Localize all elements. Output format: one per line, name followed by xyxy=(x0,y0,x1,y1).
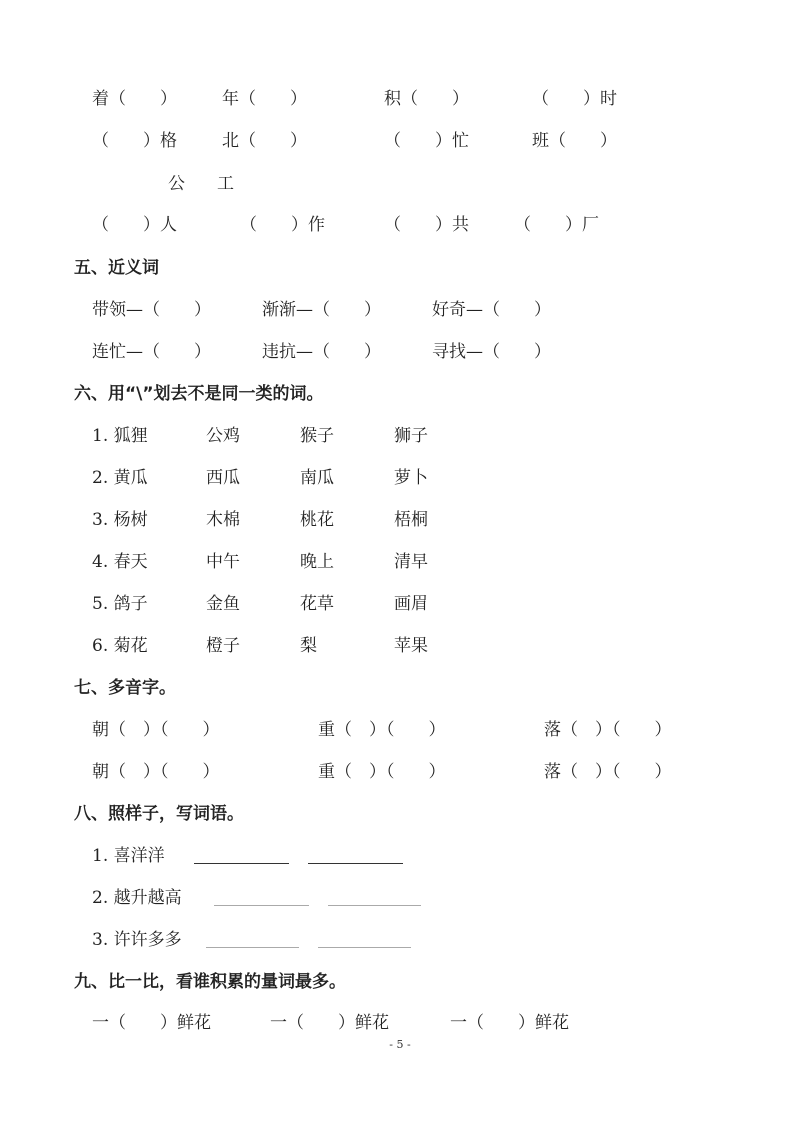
s7-r1-c2: 重（ ）（ ） xyxy=(318,720,446,740)
s6-r3-c1: 3. 杨树 xyxy=(92,510,148,530)
s4-r2-c1: （ ）格 xyxy=(92,131,177,151)
section-5-title: 五、近义词 xyxy=(74,258,159,278)
s6-r6-c3: 梨 xyxy=(300,636,317,656)
s5-r2-c1: 连忙—（ ） xyxy=(92,342,211,362)
s5-r2-c2: 违抗—（ ） xyxy=(262,342,381,362)
s7-r2-c2: 重（ ）（ ） xyxy=(318,762,446,782)
s6-r2-c1: 2. 黄瓜 xyxy=(92,468,148,488)
s6-r6-c1: 6. 菊花 xyxy=(92,636,148,656)
s5-r1-c3: 好奇—（ ） xyxy=(432,300,551,320)
s6-r1-c3: 猴子 xyxy=(300,426,334,446)
s9-c1: 一（ ）鲜花 xyxy=(92,1013,211,1033)
s6-r4-c1: 4. 春天 xyxy=(92,552,148,572)
s8-item-1-blank-2[interactable] xyxy=(308,863,403,864)
s7-r1-c3: 落（ ）（ ） xyxy=(544,720,672,740)
s4-r4-c1: （ ）人 xyxy=(92,215,177,235)
s7-r2-c3: 落（ ）（ ） xyxy=(544,762,672,782)
s4-r1-c3: 积（ ） xyxy=(384,89,469,109)
section-9-title: 九、比一比，看谁积累的量词最多。 xyxy=(74,972,346,992)
s6-r2-c2: 西瓜 xyxy=(206,468,240,488)
s6-r4-c3: 晚上 xyxy=(300,552,334,572)
s8-item-2-blank-2[interactable] xyxy=(328,905,421,906)
s6-r3-c3: 桃花 xyxy=(300,510,334,530)
s9-c2: 一（ ）鲜花 xyxy=(270,1013,389,1033)
s5-r1-c2: 渐渐—（ ） xyxy=(262,300,381,320)
s6-r3-c4: 梧桐 xyxy=(394,510,428,530)
s4-r1-c4: （ ）时 xyxy=(532,89,617,109)
s5-r2-c3: 寻找—（ ） xyxy=(432,342,551,362)
s6-r6-c2: 橙子 xyxy=(206,636,240,656)
s4-r4-c4: （ ）厂 xyxy=(514,215,599,235)
s6-r5-c3: 花草 xyxy=(300,594,334,614)
s4-r2-c4: 班（ ） xyxy=(532,131,617,151)
s6-r1-c1: 1. 狐狸 xyxy=(92,426,148,446)
s6-r5-c2: 金鱼 xyxy=(206,594,240,614)
s6-r2-c3: 南瓜 xyxy=(300,468,334,488)
s7-r1-c1: 朝（ ）（ ） xyxy=(92,720,220,740)
s9-c3: 一（ ）鲜花 xyxy=(450,1013,569,1033)
s6-r4-c4: 清早 xyxy=(394,552,428,572)
s4-r4-c2: （ ）作 xyxy=(240,215,325,235)
s6-r1-c2: 公鸡 xyxy=(206,426,240,446)
s4-r1-c1: 着（ ） xyxy=(92,89,177,109)
s6-r4-c2: 中午 xyxy=(206,552,240,572)
s8-item-2: 2. 越升越高 xyxy=(92,888,182,908)
page-number: - 5 - xyxy=(389,1038,411,1051)
s6-r2-c4: 萝卜 xyxy=(394,468,428,488)
s4-r1-c2: 年（ ） xyxy=(222,89,307,109)
section-7-title: 七、多音字。 xyxy=(74,678,176,698)
s4-r4-c3: （ ）共 xyxy=(384,215,469,235)
section-6-title: 六、用“\”划去不是同一类的词。 xyxy=(74,384,324,404)
s6-r1-c4: 狮子 xyxy=(394,426,428,446)
s5-r1-c1: 带领—（ ） xyxy=(92,300,211,320)
s4-r3-c1: 公 xyxy=(168,174,185,194)
s8-item-1: 1. 喜洋洋 xyxy=(92,846,165,866)
s8-item-1-blank-1[interactable] xyxy=(194,863,289,864)
s6-r5-c4: 画眉 xyxy=(394,594,428,614)
s8-item-2-blank-1[interactable] xyxy=(214,905,309,906)
section-8-title: 八、照样子，写词语。 xyxy=(74,804,244,824)
s8-item-3-blank-2[interactable] xyxy=(318,947,411,948)
s8-item-3-blank-1[interactable] xyxy=(206,947,299,948)
s6-r6-c4: 苹果 xyxy=(394,636,428,656)
s8-item-3: 3. 许许多多 xyxy=(92,930,182,950)
s4-r2-c3: （ ）忙 xyxy=(384,131,469,151)
s6-r5-c1: 5. 鸽子 xyxy=(92,594,148,614)
s7-r2-c1: 朝（ ）（ ） xyxy=(92,762,220,782)
s4-r3-c2: 工 xyxy=(217,174,234,194)
s4-r2-c2: 北（ ） xyxy=(222,131,307,151)
s6-r3-c2: 木棉 xyxy=(206,510,240,530)
